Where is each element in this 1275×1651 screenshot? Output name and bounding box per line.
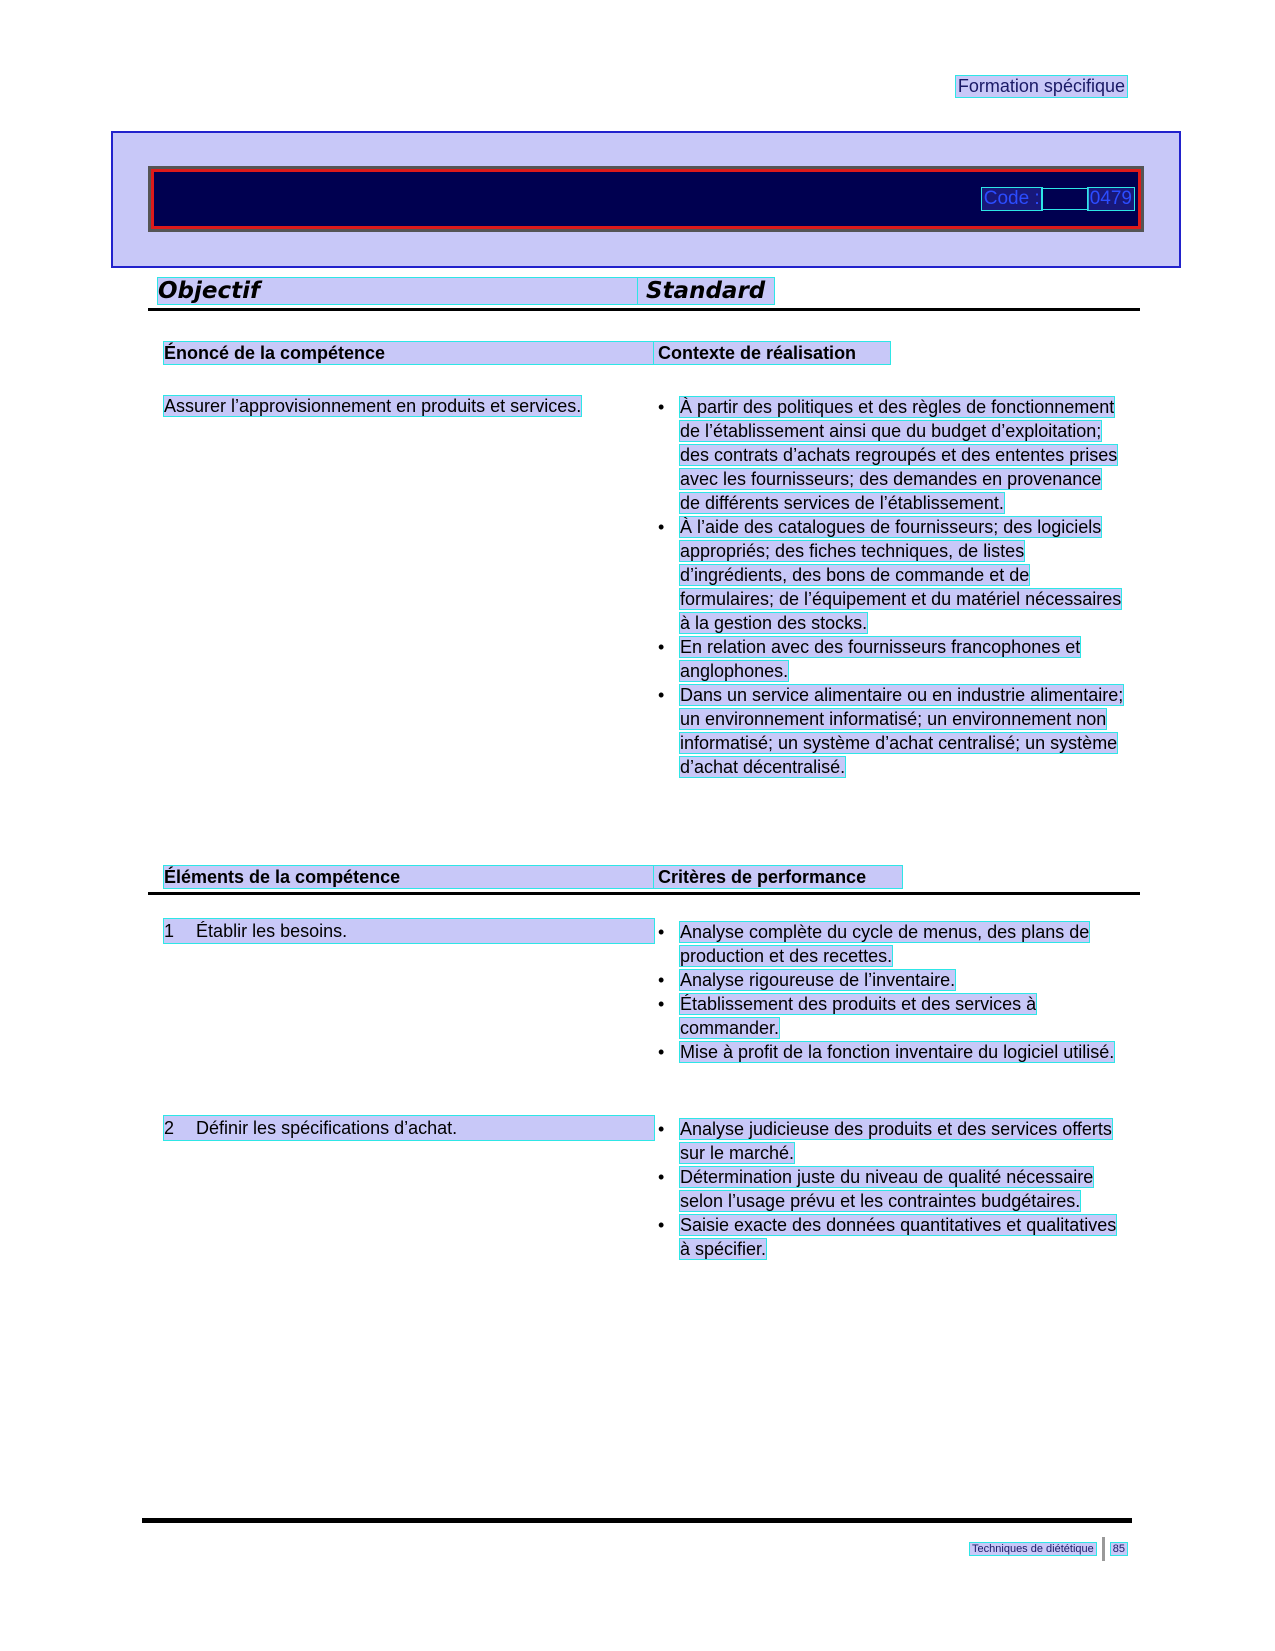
criteria-list-1 <box>658 920 1124 1064</box>
context-item: • En relation avec des fournisseurs francophones et anglophones. <box>658 635 1124 683</box>
objective-heading: Objectif <box>158 278 638 304</box>
running-header: Formation spécifique <box>957 76 1125 96</box>
standard-heading: Standard <box>638 278 774 304</box>
context-item: • À partir des politiques et des règles de fonctionnement de l’établissement ainsi que du budget d’exploitation; des contrats d’achats regroupés et des ententes prises avec les fournisseurs; des demandes en provenance de différents services de l’établissement. <box>658 395 1124 515</box>
footer-rule <box>142 1518 1132 1523</box>
context-item: • Dans un service alimentaire ou en industrie alimentaire; un environnement informatisé; un environnement non informatisé; un système d’achat centralisé; un système d’achat décentralisé. <box>658 683 1124 779</box>
criteria-list-2 <box>658 1117 1124 1261</box>
criteria-item: • Analyse judicieuse des produits et des services offerts sur le marché. <box>658 1117 1124 1165</box>
competency-code <box>982 187 1134 211</box>
code-value: 0479 <box>1089 188 1132 209</box>
element-number: 2 <box>164 1118 175 1138</box>
context-item: • À l’aide des catalogues de fournisseurs; des logiciels appropriés; des fiches techniques, de listes d’ingrédients, des bons de commande et de formulaires; de l’équipement et du matériel nécessaires à la gestion des stocks. <box>658 515 1124 635</box>
competency-statement: Assurer l’approvisionnement en produits et services. <box>164 396 582 416</box>
criteria-item: • Saisie exacte des données quantitatives et qualitatives à spécifier. <box>658 1213 1124 1261</box>
criteria-item: • Établissement des produits et des services à commander. <box>658 992 1124 1040</box>
criteria-item: • Analyse complète du cycle de menus, des plans de production et des recettes. <box>658 920 1124 968</box>
elements-rule <box>148 892 1140 895</box>
objective-standard-row <box>148 278 1140 311</box>
criteria-heading: Critères de performance <box>654 866 902 888</box>
criteria-item: • Analyse rigoureuse de l’inventaire. <box>658 968 1124 992</box>
element-item-2 <box>164 1116 654 1140</box>
element-label: Définir les spécifications d’achat. <box>196 1118 458 1138</box>
element-item-1 <box>164 919 654 943</box>
page-footer <box>970 1537 1127 1561</box>
page-number: 85 <box>1112 1543 1125 1555</box>
code-label: Code : <box>983 188 1040 209</box>
criteria-item: • Détermination juste du niveau de qualité nécessaire selon l’usage prévu et les contraintes budgétaires. <box>658 1165 1124 1213</box>
elements-heading: Éléments de la compétence <box>164 866 654 888</box>
context-heading: Contexte de réalisation <box>654 342 890 364</box>
element-label: Établir les besoins. <box>196 921 348 941</box>
element-number: 1 <box>164 921 175 941</box>
context-list <box>658 395 1124 779</box>
statement-heading: Énoncé de la compétence <box>164 342 654 364</box>
banner-frame <box>111 131 1181 268</box>
footer-program: Techniques de diététique <box>972 1543 1094 1555</box>
criteria-item: • Mise à profit de la fonction inventaire du logiciel utilisé. <box>658 1040 1124 1064</box>
banner-bar <box>151 169 1141 229</box>
